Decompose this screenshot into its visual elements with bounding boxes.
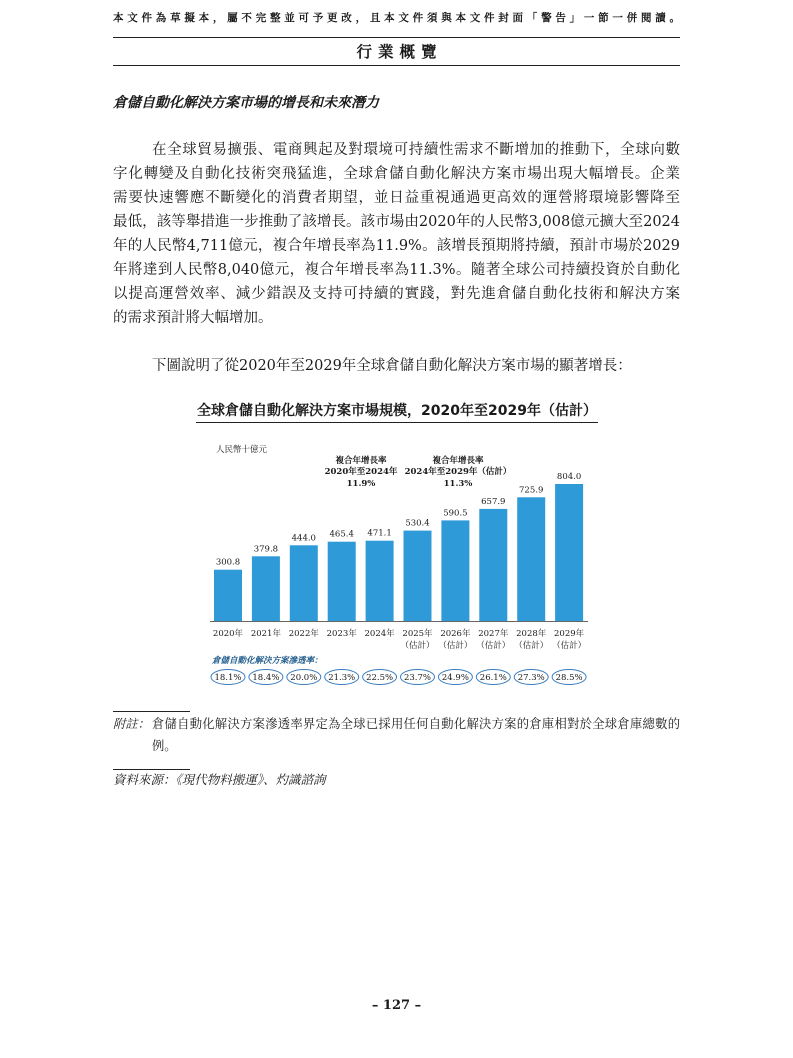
notes-line: 例。 (152, 739, 177, 753)
notes-body (152, 713, 680, 757)
paragraph-1 (113, 138, 680, 330)
penetration-rate-label: 倉儲自動化解決方案滲透率： (212, 656, 323, 666)
cagr-annotation-2024-2029 (405, 455, 512, 489)
x-tick-note-2026: （估計） (438, 641, 473, 651)
paragraph-line: 在全球貿易擴張、電商興起及對環境可持續性需求不斷增加的推動下，全球向數 (152, 142, 680, 158)
section-title: 行業概覽 (356, 43, 443, 61)
value-label-2025: 530.4 (405, 518, 430, 529)
source-rule (113, 769, 190, 770)
y-unit-label: 人民幣十億元 (216, 445, 268, 455)
penetration-value-2025: 23.7% (403, 673, 432, 683)
x-tick-label-2022: 2022年 (288, 629, 319, 639)
bar-2026 (441, 520, 469, 621)
cagr-annotation-2020-2024 (325, 455, 398, 489)
bar-2029 (555, 484, 583, 621)
paragraph-line: 字化轉變及自動化技術突飛猛進，全球倉儲自動化解決方案市場出現大幅增長。企業 (113, 166, 680, 182)
penetration-rate-row (211, 670, 586, 685)
x-tick-label-2020: 2020年 (212, 629, 244, 639)
value-label-2024: 471.1 (367, 528, 392, 539)
header-rule-bottom (113, 65, 680, 66)
x-tick-label-2029: 2029年 (554, 629, 585, 639)
cagr-annotation-title: 複合年增長率 (432, 456, 484, 466)
cagr-annotation-title: 複合年增長率 (335, 456, 387, 466)
notes (113, 713, 680, 757)
x-tick-label-2027: 2027年 (478, 629, 509, 639)
value-label-2022: 444.0 (291, 533, 316, 544)
paragraph-line: 最低，該等舉措進一步推動了該增長。該市場由2020年的人民幣3,008億元擴大至2024 (113, 214, 680, 230)
penetration-value-2020: 18.1% (214, 673, 242, 683)
bar-2027 (479, 509, 507, 621)
paragraph-line: 年將達到人民幣8,040億元，複合年增長率為11.3%。隨著全球公司持續投資於自動化 (113, 262, 680, 278)
x-tick-label-2026: 2026年 (440, 629, 471, 639)
penetration-value-2026: 24.9% (441, 673, 469, 683)
bar-2028 (517, 497, 545, 621)
notes-rule (113, 711, 190, 712)
paragraph-line: 以提高運營效率、減少錯誤及支持可持續的實踐，對先進倉儲自動化技術和解決方案 (113, 286, 680, 302)
bar-2023 (328, 542, 356, 621)
value-label-2029: 804.0 (556, 472, 582, 482)
value-label-2026: 590.5 (443, 508, 468, 519)
x-tick-label-2028: 2028年 (516, 629, 547, 639)
paragraph-line: 的需求預計將大幅增加。 (113, 310, 273, 326)
value-label-2023: 465.4 (329, 529, 354, 540)
cagr-annotation-period: 2020年至2024年 (324, 467, 398, 477)
x-tick-label-2023: 2023年 (326, 629, 357, 639)
x-axis-labels (213, 628, 586, 651)
cagr-annotation-period: 2024年至2029年（估計） (404, 467, 512, 477)
x-tick-note-2025: （估計） (400, 641, 435, 651)
bar-2025 (404, 531, 432, 621)
bar-2020 (214, 570, 242, 621)
notes-label: 附註： (113, 717, 150, 731)
cagr-annotation-value: 11.3% (443, 479, 473, 489)
subheading: 倉儲自動化解決方案市場的增長和未來潛力 (113, 95, 379, 111)
value-label-2020: 300.8 (215, 557, 241, 568)
x-tick-label-2025: 2025年 (402, 629, 433, 639)
paragraph-line: 年的人民幣4,711億元，複合年增長率為11.9%。該增長預期將持續，預計市場於2029 (113, 238, 680, 254)
bar-2024 (366, 541, 394, 621)
market-size-bar-chart (195, 435, 595, 690)
penetration-value-2022: 20.0% (290, 673, 318, 683)
value-label-2027: 657.9 (481, 496, 506, 507)
header-rule-top (113, 37, 680, 38)
x-tick-label-2024: 2024年 (364, 629, 395, 639)
draft-notice: 本文件為草擬本，屬不完整並可予更改，且本文件須與本文件封面「警告」一節一併閱讀。 (113, 12, 680, 24)
penetration-value-2024: 22.5% (366, 673, 394, 683)
penetration-value-2027: 26.1% (479, 673, 507, 683)
notes-line: 倉儲自動化解決方案滲透率界定為全球已採用任何自動化解決方案的倉庫相對於全球倉庫總數的 (152, 717, 680, 731)
x-tick-note-2029: （估計） (552, 641, 587, 651)
bar-2021 (252, 556, 280, 621)
paragraph-2: 下圖說明了從2020年至2029年全球倉儲自動化解決方案市場的顯著增長： (152, 358, 632, 374)
x-tick-label-2021: 2021年 (250, 629, 281, 639)
penetration-value-2023: 21.3% (328, 673, 356, 683)
x-tick-note-2027: （估計） (476, 641, 511, 651)
penetration-value-2029: 28.5% (555, 673, 583, 683)
page-number: – 127 – (371, 998, 422, 1013)
penetration-value-2028: 27.3% (517, 673, 545, 683)
chart-title: 全球倉儲自動化解決方案市場規模，2020年至2029年（估計） (196, 402, 598, 423)
bar-2022 (290, 545, 318, 621)
value-label-2021: 379.8 (253, 544, 279, 555)
source-citation: 資料來源：《現代物料搬運》、灼識諮詢 (113, 772, 326, 787)
penetration-value-2021: 18.4% (252, 673, 280, 683)
cagr-annotation-value: 11.9% (346, 479, 376, 489)
value-label-2028: 725.9 (519, 485, 544, 496)
x-tick-note-2028: （估計） (514, 641, 549, 651)
paragraph-line: 需要快速響應不斷變化的消費者期望，並日益重視通過更高效的運營將環境影響降至 (113, 190, 680, 206)
